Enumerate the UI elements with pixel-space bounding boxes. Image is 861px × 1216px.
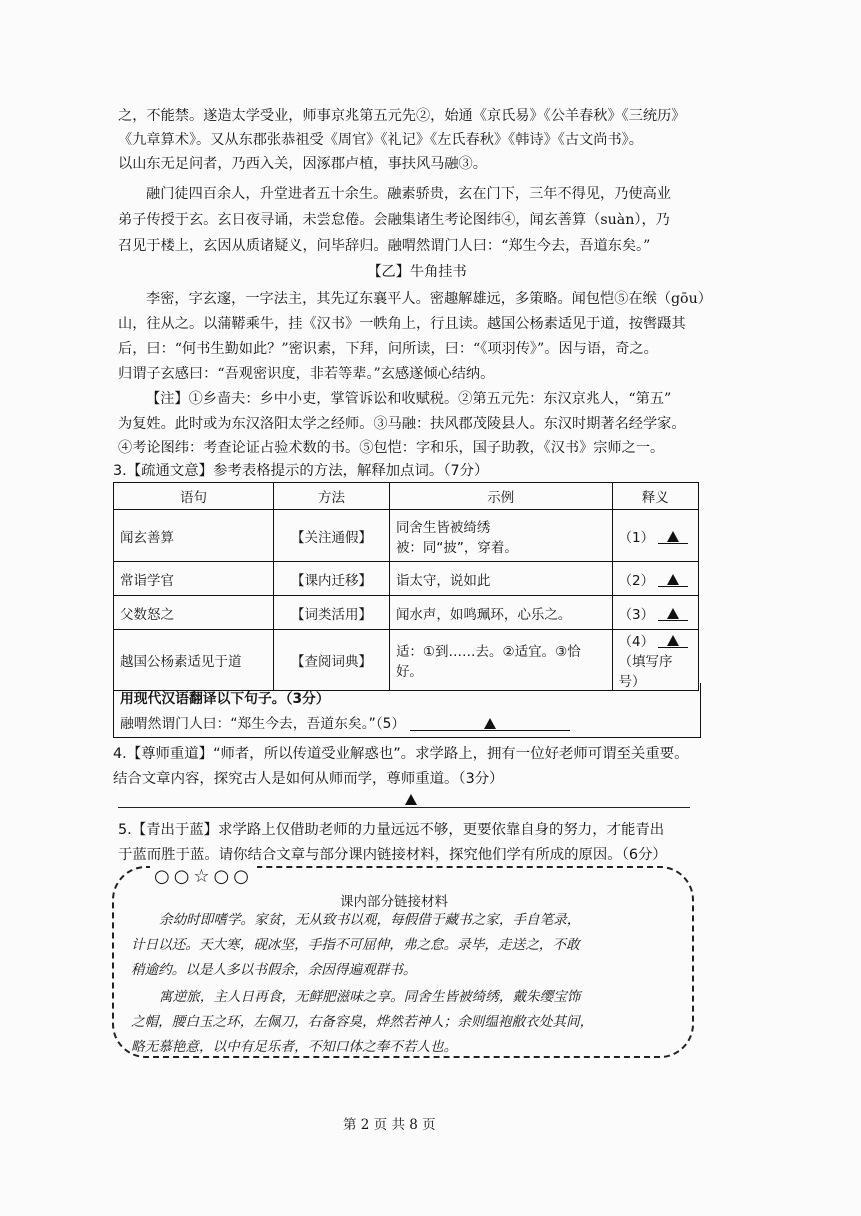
material-line: 之帽，腰白玉之环，左佩刀，右备容臭，烨然若神人；余则缊袍敝衣处其间， [131,1014,594,1030]
row-example: 诣太守，说如此 [389,562,612,596]
row-sentence: 闻玄善算 [114,510,274,562]
note-line: ④考论图纬：考查论证占验术数的书。⑤包恺：字和乐，国子助教，《汉书》宗师之一。 [118,440,665,456]
passage-line: 之，不能禁。遂造太学受业，师事京兆第五元先②，始通《京氏易》《公羊春秋》《三统历》 [118,108,686,124]
example-line: 被：同“披”，穿着。 [395,539,518,556]
q4-answer-line[interactable] [118,807,690,808]
answer-cell[interactable] [612,562,698,596]
answer-number: （3） [618,606,655,623]
triangle-icon [484,718,496,729]
page-footer: 第 2 页 共 8 页 [343,1117,436,1133]
answer-blank[interactable] [658,543,688,544]
passage-line: 李密，字玄邃，一字法主，其先辽东襄平人。密趣解雄远，多策略。闻包恺⑤在缑（gōu） [146,291,712,307]
row-example: 适：①到……去。②适宜。③恰好。 [389,630,612,691]
answer-cell[interactable] [612,596,698,630]
row-method: 【课内迁移】 [274,562,390,596]
header-sentence: 语句 [114,483,274,510]
row-sentence: 常诣学官 [114,562,274,596]
table-row [114,630,699,691]
note-line: 【注】①乡啬夫：乡中小吏，掌管诉讼和收赋税。②第五元先：东汉京兆人，“第五” [146,391,672,407]
row-example [389,510,612,562]
question-4-stem: 4.【尊师重道】“师者，所以传道受业解惑也”。求学路上，拥有一位好老师可谓至关重要。 [113,746,689,762]
triangle-icon [667,635,679,646]
answer-note: （填写序号） [618,654,673,690]
answer-blank[interactable] [658,586,688,587]
triangle-icon [667,608,679,619]
header-example: 示例 [389,483,612,510]
row-example: 闻水声，如鸣珮环，心乐之。 [389,596,612,630]
passage-line: 弟子传授于玄。玄日夜寻诵，未尝怠倦。会融集诸生考论图纬④，闻玄善算（suàn），乃 [118,212,670,228]
row-method: 【查阅词典】 [274,630,390,691]
material-line: 余幼时即嗜学。家贫，无从致书以观，每假借于藏书之家，手自笔录， [159,912,581,928]
row-sentence: 越国公杨素适见于道 [114,630,274,691]
row-method: 【词类活用】 [274,596,390,630]
passage-line: 《九章算术》。又从东郡张恭祖受《周官》《礼记》《左氏春秋》《韩诗》《古文尚书》。 [118,132,643,148]
material-line: 寓逆旅，主人日再食，无鲜肥滋味之享。同舍生皆被绮绣，戴朱缨宝饰 [159,989,581,1005]
answer-number: （1） [618,529,655,546]
box-decoration [150,866,257,887]
row-sentence: 父数怒之 [114,596,274,630]
table-row [114,596,699,630]
passage-line: 归谓子玄感曰：“吾观密识度，非若等辈。”玄感遂倾心结纳。 [118,366,495,382]
translate-box [113,683,701,738]
answer-cell[interactable] [612,630,698,691]
link-material-heading: 课内部分链接材料 [340,894,448,910]
triangle-icon [667,531,679,542]
q3-table [113,482,699,691]
translate-row [120,712,570,732]
answer-blank[interactable] [658,620,688,621]
passage-line: 后，曰：“何书生勤如此？”密识素，下拜，问所读，曰：“《项羽传》”。因与语，奇之。 [118,341,658,357]
passage-yi-title: 【乙】牛角挂书 [367,264,467,280]
translate-answer-blank[interactable] [410,716,570,731]
example-line: 同舍生皆被绮绣 [395,519,491,536]
answer-number: （4） [618,634,655,650]
passage-line: 山，往从之。以蒲鞯乘牛，挂《汉书》一帙角上，行且读。越国公杨素适见于道，按辔蹑其 [118,316,686,332]
note-line: 为复姓。此时或为东汉洛阳太学之经师。③马融：扶风郡茂陵县人。东汉时期著名经学家。 [118,416,686,432]
answer-blank[interactable] [658,647,688,648]
header-meaning: 释义 [612,483,698,510]
answer-number: （2） [618,572,655,589]
translate-sentence: 融喟然谓门人曰：“郑生今去，吾道东矣。”（5） [120,716,406,732]
question-4-stem: 结合文章内容，探究古人是如何从师而学，尊师重道。（3分） [113,771,504,787]
question-5-stem: 于蓝而胜于蓝。请你结合文章与部分课内链接材料，探究他们学有所成的原因。（6分） [118,847,667,863]
question-5-stem: 5.【青出于蓝】求学路上仅借助老师的力量远远不够，更要依靠自身的努力，才能青出 [118,822,665,838]
triangle-icon [405,794,417,805]
material-line: 略无慕艳意，以中有足乐者，不知口体之奉不若人也。 [131,1039,458,1055]
table-header-row [114,483,699,510]
passage-line: 以山东无足问者，乃西入关，因涿郡卢植，事扶风马融③。 [118,156,487,172]
passage-line: 召见于楼上，玄因从质诸疑义，问毕辞归。融喟然谓门人曰：“郑生今去，吾道东矣。” [118,238,651,254]
table-row [114,562,699,596]
translate-title: 用现代汉语翻译以下句子。（3分） [120,691,330,707]
material-line: 稍逾约。以是人多以书假余，余因得遍观群书。 [131,962,417,978]
triangle-icon [667,574,679,585]
material-line: 计日以还。天大寒，砚冰坚，手指不可屈伸，弗之怠。录毕，走送之，不敢 [131,937,580,953]
circles-star-icon: ○○☆○○ [150,866,257,887]
row-method: 【关注通假】 [274,510,390,562]
table-row [114,510,699,562]
question-3-stem: 3.【疏通文意】参考表格提示的方法，解释加点词。（7分） [113,463,489,479]
passage-line: 融门徒四百余人，升堂进者五十余生。融素骄贵，玄在门下，三年不得见，乃使高业 [146,186,671,202]
answer-cell[interactable] [612,510,698,562]
header-method: 方法 [274,483,390,510]
